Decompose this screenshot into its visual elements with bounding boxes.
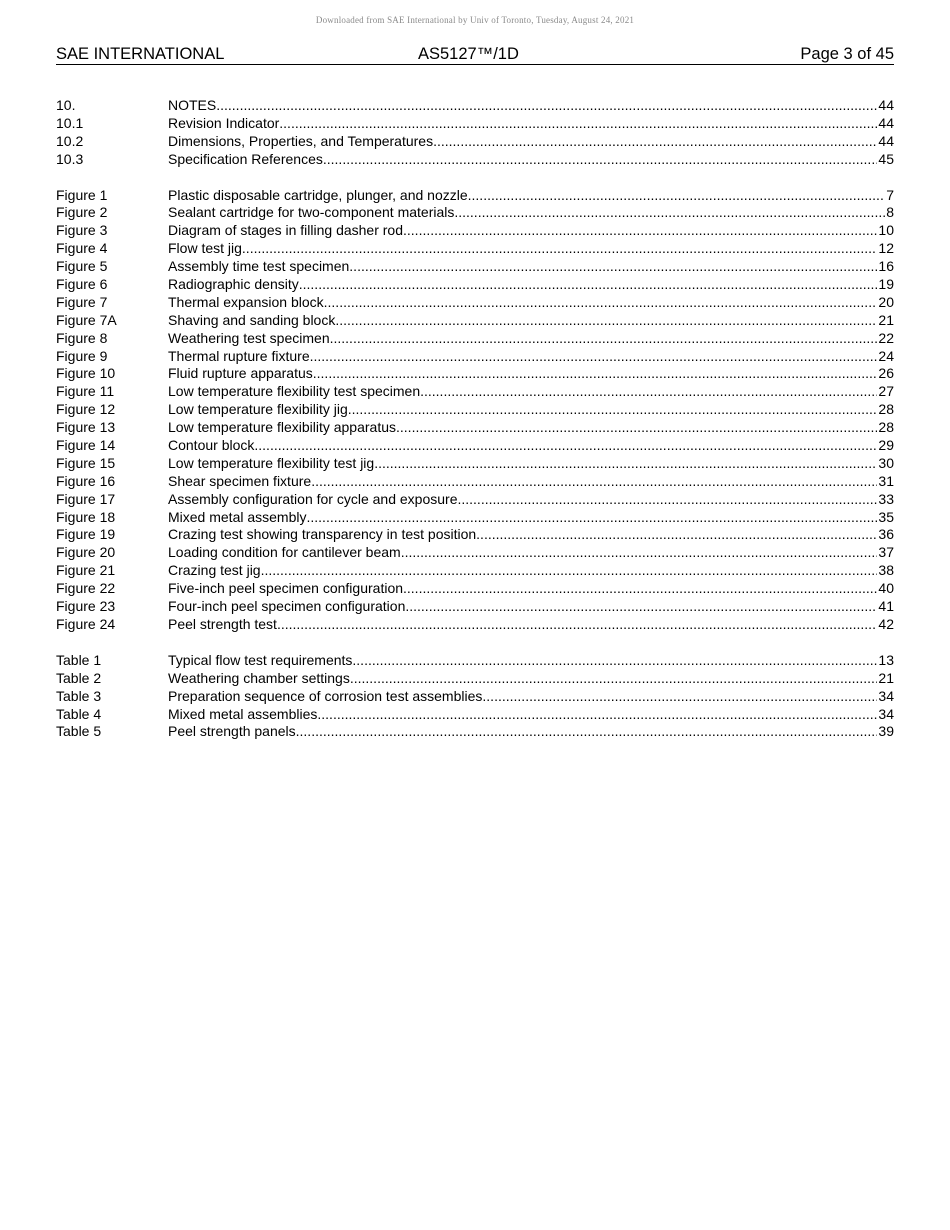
toc-entry-number: Figure 8 [56, 329, 108, 346]
toc-entry-title-text: Thermal expansion block [168, 293, 324, 310]
toc-entry-page: 28 [878, 419, 894, 436]
toc-entry-page: 16 [878, 258, 894, 275]
toc-entry-title-text: Assembly configuration for cycle and exposure [168, 490, 458, 507]
toc-entry-page: 44 [878, 132, 894, 149]
toc-entry[interactable] [56, 652, 894, 670]
toc-entry-page: 33 [878, 490, 894, 507]
toc-entry-title [168, 562, 877, 580]
toc-entry-number: Table 2 [56, 669, 102, 686]
dot-leader [330, 330, 878, 348]
toc-entry[interactable] [56, 401, 894, 419]
toc-entry-page: 24 [878, 347, 894, 364]
toc-entry-number: Figure 6 [56, 276, 108, 293]
toc-entry-title-text: Sealant cartridge for two-component materials [168, 204, 455, 221]
toc-entry-number: Figure 7A [56, 311, 117, 328]
toc-entry-number: Figure 20 [56, 544, 116, 561]
toc-entry-title-text: Shaving and sanding block [168, 311, 336, 328]
toc-entry-title-text: Low temperature flexibility test specimen [168, 383, 421, 400]
toc-entry[interactable] [56, 580, 894, 598]
toc-entry-title-text: Low temperature flexibility jig [168, 401, 348, 418]
dot-leader [348, 401, 878, 419]
toc-entry-number: Figure 9 [56, 347, 108, 364]
toc-entry-page: 10 [878, 222, 894, 239]
toc-entry-title-text: Weathering test specimen [168, 329, 330, 346]
toc-entry-title [168, 222, 877, 240]
toc-entry-title [168, 509, 877, 527]
toc-entry-title [168, 312, 877, 330]
toc-entry-number: 10. [56, 97, 76, 113]
toc-entry-page: 13 [878, 651, 894, 668]
toc-entry-number: Figure 24 [56, 615, 116, 632]
dot-leader [242, 240, 878, 258]
toc-entry[interactable] [56, 276, 894, 294]
toc-figures-list [56, 187, 894, 634]
toc-entry-title-text: Assembly time test specimen [168, 258, 350, 275]
toc-entry[interactable] [56, 222, 894, 240]
toc-entry-title [168, 616, 877, 634]
toc-entry-page: 31 [878, 472, 894, 489]
toc-entry-title [168, 240, 877, 258]
toc-entry-title-text: Crazing test jig [168, 562, 261, 579]
toc-entry-title-text: Shear specimen fixture [168, 472, 312, 489]
toc-entry-page: 37 [878, 544, 894, 561]
toc-entry-title [168, 294, 877, 312]
toc-entry-page: 44 [878, 97, 894, 113]
toc-entry[interactable] [56, 598, 894, 616]
toc-entry-page: 34 [878, 687, 894, 704]
toc-entry-number: Figure 18 [56, 508, 116, 525]
toc-entry-title [168, 401, 877, 419]
toc-entry[interactable] [56, 115, 894, 133]
toc-entry-title [168, 151, 877, 169]
toc-entry-title [168, 544, 877, 562]
toc-entry[interactable] [56, 258, 894, 276]
toc-entry-page: 12 [878, 240, 894, 257]
dot-leader [254, 437, 877, 455]
toc-entry-title-text: Mixed metal assembly [168, 508, 307, 525]
toc-entry[interactable] [56, 670, 894, 688]
toc-entry-title [168, 419, 877, 437]
dot-leader [317, 706, 877, 724]
toc-entry-title [168, 437, 877, 455]
toc-entry-number: Figure 16 [56, 472, 116, 489]
dot-leader [476, 526, 877, 544]
toc-entry[interactable] [56, 473, 894, 491]
dot-leader [405, 598, 877, 616]
toc-entry-title [168, 706, 877, 724]
toc-entry[interactable] [56, 330, 894, 348]
dot-leader [396, 419, 877, 437]
header-page-number: Page 3 of 45 [800, 45, 894, 63]
dot-leader [299, 276, 878, 294]
toc-entry-title-text: Contour block [168, 437, 255, 454]
toc-entry-title-text: Fluid rupture apparatus [168, 365, 313, 382]
toc-entry-title [168, 652, 877, 670]
dot-leader [349, 258, 877, 276]
dot-leader [403, 222, 877, 240]
toc-entry-title-text: Low temperature flexibility apparatus [168, 419, 397, 436]
toc-entry-page: 21 [878, 311, 894, 328]
toc-entry-page: 30 [878, 454, 894, 471]
toc-entry-title [168, 204, 885, 222]
toc-entry-number: Figure 23 [56, 598, 116, 615]
toc-entry-number: Figure 2 [56, 204, 108, 221]
toc-entry[interactable] [56, 544, 894, 562]
toc-entry-number: Figure 4 [56, 240, 108, 257]
toc-entry-title [168, 455, 877, 473]
header-org: SAE INTERNATIONAL [56, 45, 225, 63]
toc-entry-number: Figure 19 [56, 526, 116, 543]
toc-entry-number: Figure 14 [56, 437, 116, 454]
dot-leader [307, 509, 878, 527]
dot-leader [216, 97, 877, 115]
toc-entry-number: Figure 1 [56, 186, 108, 203]
toc-entry-title-text: Typical flow test requirements [168, 651, 353, 668]
toc-entry-page: 42 [878, 615, 894, 632]
dot-leader [482, 688, 877, 706]
dot-leader [350, 670, 878, 688]
toc-entry[interactable] [56, 240, 894, 258]
dot-leader [311, 473, 877, 491]
dot-leader [335, 312, 877, 330]
toc-entry-title-text: Revision Indicator [168, 114, 280, 131]
toc-entry-number: Table 3 [56, 687, 102, 704]
toc-entry-page: 44 [878, 114, 894, 131]
toc-entry-title-text: Diagram of stages in filling dasher rod [168, 222, 404, 239]
toc-entry-page: 35 [878, 508, 894, 525]
toc-entry-title-text: Peel strength panels [168, 723, 296, 740]
page-header [56, 44, 894, 65]
dot-leader [324, 294, 878, 312]
toc-entry-title-text: Dimensions, Properties, and Temperatures [168, 132, 434, 149]
toc-entry-page: 20 [878, 293, 894, 310]
toc-entry-number: Figure 13 [56, 419, 116, 436]
dot-leader [454, 204, 885, 222]
toc-entry-title [168, 580, 877, 598]
toc-entry[interactable] [56, 526, 894, 544]
toc-entry[interactable] [56, 455, 894, 473]
dot-leader [468, 187, 886, 205]
toc-entry-title [168, 473, 877, 491]
toc-entry[interactable] [56, 688, 894, 706]
toc-entry-page: 34 [878, 705, 894, 722]
toc-entry-number: Figure 12 [56, 401, 116, 418]
dot-leader [374, 455, 877, 473]
toc-entry-title [168, 526, 877, 544]
toc-entry-title-text: Plastic disposable cartridge, plunger, and nozzle [168, 186, 468, 203]
toc-entry-page: 28 [878, 401, 894, 418]
toc-entry-title [168, 258, 877, 276]
download-watermark: Downloaded from SAE International by Univ of Toronto, Tuesday, August 24, 2021 [315, 15, 635, 25]
dot-leader [457, 491, 877, 509]
toc-entry-title [168, 491, 877, 509]
toc-entry[interactable] [56, 151, 894, 169]
toc-tables-list [56, 652, 894, 741]
toc-entry[interactable] [56, 419, 894, 437]
toc-entry-page: 38 [878, 562, 894, 579]
toc-entry-page: 7 [886, 186, 894, 203]
toc-entry-title [168, 115, 877, 133]
toc-entry-title-text: Mixed metal assemblies [168, 705, 318, 722]
toc-entry-title [168, 383, 877, 401]
dot-leader [420, 383, 877, 401]
toc-entry-page: 29 [878, 437, 894, 454]
toc-entry-title-text: Peel strength test [168, 615, 277, 632]
toc-entry-title [168, 670, 877, 688]
toc-entry-number: Figure 7 [56, 293, 108, 310]
toc-entry[interactable] [56, 133, 894, 151]
toc-entry-number: Figure 22 [56, 580, 116, 597]
toc-notes-section [56, 97, 894, 169]
toc-entry-title [168, 723, 877, 741]
dot-leader [323, 151, 878, 169]
toc-entry[interactable] [56, 491, 894, 509]
toc-entry[interactable] [56, 383, 894, 401]
toc-entry-title [168, 133, 877, 151]
toc-entry[interactable] [56, 97, 894, 115]
dot-leader [401, 544, 878, 562]
toc-entry-title [168, 97, 877, 115]
toc-entry-page: 36 [878, 526, 894, 543]
toc-entry[interactable] [56, 348, 894, 366]
toc-entry[interactable] [56, 312, 894, 330]
toc-entry-page: 39 [878, 723, 894, 740]
toc-entry-title-text: Low temperature flexibility test jig [168, 454, 375, 471]
toc-entry[interactable] [56, 706, 894, 724]
dot-leader [313, 365, 878, 383]
header-doc-id: AS5127™/1D [418, 45, 519, 63]
toc-entry-title-text: Loading condition for cantilever beam [168, 544, 401, 561]
toc-entry-number: Figure 17 [56, 490, 116, 507]
toc-entry-title-text: Preparation sequence of corrosion test assemblies [168, 687, 483, 704]
toc-entry-number: Figure 11 [56, 383, 115, 400]
toc-entry-number: 10.2 [56, 132, 84, 149]
dot-leader [277, 616, 877, 634]
toc-entry-title-text: Thermal rupture fixture [168, 347, 310, 364]
toc-entry-title-text: NOTES [168, 97, 217, 113]
toc-entry-page: 27 [878, 383, 894, 400]
toc-entry-number: 10.1 [56, 114, 84, 131]
toc-entry[interactable] [56, 509, 894, 527]
toc-entry-page: 22 [878, 329, 894, 346]
dot-leader [279, 115, 877, 133]
toc-entry-title-text: Specification References [168, 150, 323, 167]
toc-entry-page: 21 [878, 669, 894, 686]
toc-entry-title [168, 187, 885, 205]
dot-leader [352, 652, 877, 670]
toc-entry-title [168, 598, 877, 616]
toc-entry-page: 45 [878, 150, 894, 167]
toc-entry-number: Figure 10 [56, 365, 116, 382]
toc-entry-page: 41 [878, 598, 894, 615]
toc-entry-title-text: Flow test jig [168, 240, 242, 257]
toc-entry[interactable] [56, 616, 894, 634]
toc-entry-title [168, 365, 877, 383]
toc-entry-page: 26 [878, 365, 894, 382]
toc-entry[interactable] [56, 294, 894, 312]
dot-leader [433, 133, 877, 151]
toc-entry-title [168, 330, 877, 348]
toc-entry-page: 19 [878, 276, 894, 293]
toc-entry-number: Figure 15 [56, 454, 116, 471]
toc-entry-number: 10.3 [56, 150, 84, 167]
dot-leader [310, 348, 878, 366]
toc-entry-number: Figure 21 [56, 562, 116, 579]
toc-entry-title-text: Four-inch peel specimen configuration [168, 598, 406, 615]
toc-entry-number: Figure 3 [56, 222, 108, 239]
toc-entry[interactable] [56, 187, 894, 205]
toc-entry-title-text: Five-inch peel specimen configuration [168, 580, 404, 597]
toc-entry-title-text: Crazing test showing transparency in test position [168, 526, 477, 543]
toc-entry[interactable] [56, 437, 894, 455]
toc-entry-title-text: Weathering chamber settings [168, 669, 350, 686]
dot-leader [296, 723, 878, 741]
toc-entry-title [168, 276, 877, 294]
table-of-contents [56, 97, 894, 759]
toc-entry[interactable] [56, 562, 894, 580]
toc-entry-number: Figure 5 [56, 258, 108, 275]
toc-entry[interactable] [56, 723, 894, 741]
toc-entry-number: Table 1 [56, 651, 102, 668]
toc-entry-page: 8 [886, 204, 894, 221]
toc-entry-number: Table 5 [56, 723, 102, 740]
dot-leader [261, 562, 878, 580]
toc-entry-page: 40 [878, 580, 894, 597]
toc-entry-title [168, 688, 877, 706]
toc-entry-title [168, 348, 877, 366]
toc-entry[interactable] [56, 365, 894, 383]
toc-entry-title-text: Radiographic density [168, 276, 299, 293]
toc-entry-number: Table 4 [56, 705, 102, 722]
dot-leader [403, 580, 877, 598]
toc-entry[interactable] [56, 204, 894, 222]
